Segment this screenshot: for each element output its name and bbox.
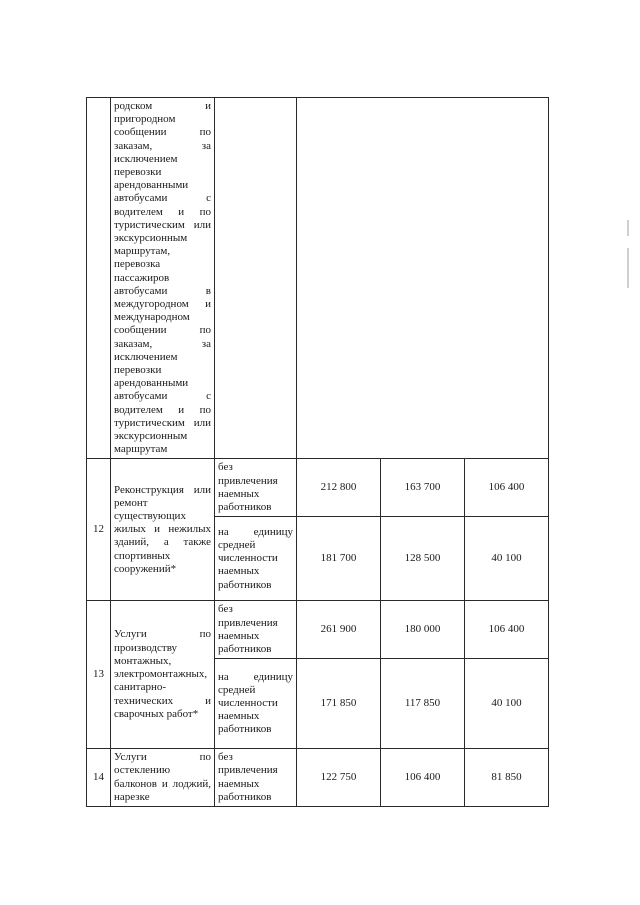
- value-cell: 163 700: [381, 459, 465, 517]
- tariff-table: [86, 97, 548, 807]
- workers-cell: [215, 98, 297, 459]
- value-cell: 181 700: [297, 517, 381, 601]
- row-number-cell: [87, 98, 111, 459]
- tariff-table-grid: [86, 97, 549, 807]
- table-row: [87, 749, 549, 807]
- activity-description: Услуги по остеклению балконов и лоджий, нарезке: [111, 749, 215, 807]
- scan-edge-mark: [627, 220, 629, 236]
- row-number: 13: [87, 601, 111, 749]
- value-cell: 128 500: [381, 517, 465, 601]
- value-cell: 122 750: [297, 749, 381, 807]
- scan-edge-mark: [627, 248, 629, 288]
- value-cell: 261 900: [297, 601, 381, 659]
- activity-description: Реконструкция или ремонт существующих жилых и нежилых зданий, а также спортивных сооружений*: [111, 459, 215, 601]
- workers-type: на единицу средней численности наемных работников: [215, 517, 297, 601]
- value-cell: 106 400: [381, 749, 465, 807]
- value-cell: 81 850: [465, 749, 549, 807]
- table-row: [87, 459, 549, 517]
- value-cell: 212 800: [297, 459, 381, 517]
- workers-type: без привлечения наемных работников: [215, 601, 297, 659]
- values-cell: [297, 98, 549, 459]
- activity-description: Услуги по производству монтажных, электромонтажных, санитарно-технических и сварочных работ*: [111, 601, 215, 749]
- value-cell: 106 400: [465, 459, 549, 517]
- workers-type: на единицу средней численности наемных работников: [215, 659, 297, 749]
- row-number: 12: [87, 459, 111, 601]
- value-cell: 40 100: [465, 659, 549, 749]
- workers-type: без привлечения наемных работников: [215, 459, 297, 517]
- row-number: 14: [87, 749, 111, 807]
- activity-description: родском и пригородном сообщении по заказам, за исключением перевозки арендованными автобусами с водителем и по туристическим или экскурсионным маршрутам, перевозка пассажиров автобусами в междугородном и международном сообщении по заказам, за исключением перевозки арендованными автобусами с водителем и по туристическим или экскурсионным маршрутам: [111, 98, 215, 459]
- value-cell: 106 400: [465, 601, 549, 659]
- table-row-continued: [87, 98, 549, 459]
- workers-type: без привлечения наемных работников: [215, 749, 297, 807]
- value-cell: 117 850: [381, 659, 465, 749]
- value-cell: 171 850: [297, 659, 381, 749]
- value-cell: 40 100: [465, 517, 549, 601]
- value-cell: 180 000: [381, 601, 465, 659]
- table-row: [87, 601, 549, 659]
